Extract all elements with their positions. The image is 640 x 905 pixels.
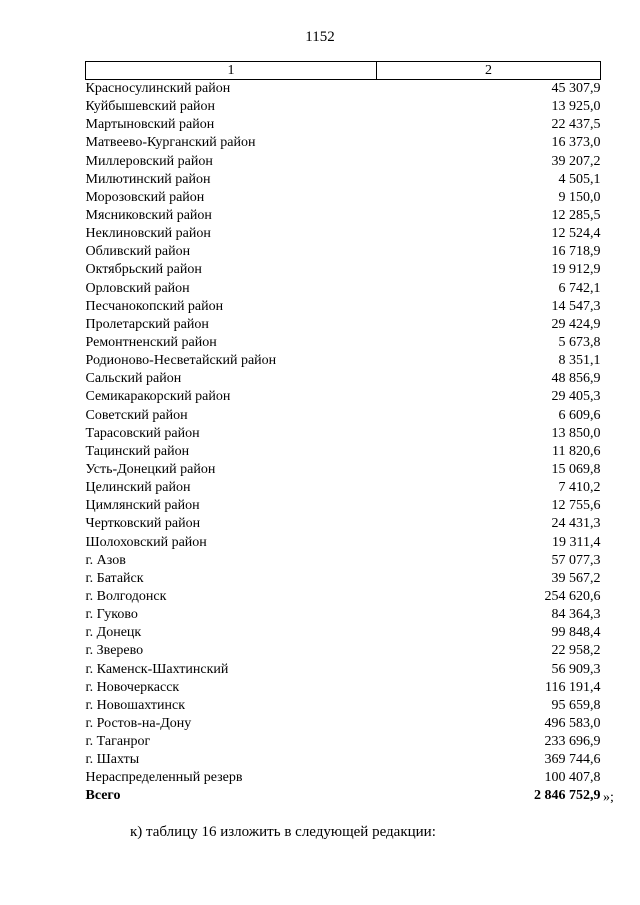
amount-value: 22 958,2 xyxy=(551,643,601,659)
territory-name: Миллеровский район xyxy=(85,153,213,169)
amount-value: 29 405,3 xyxy=(551,389,601,405)
total-label: Всего xyxy=(85,788,121,804)
territory-name: Куйбышевский район xyxy=(85,99,216,115)
territory-name: Нераспределенный резерв xyxy=(85,770,243,786)
territory-name: г. Каменск-Шахтинский xyxy=(85,661,229,677)
table-row xyxy=(86,552,601,570)
table-row xyxy=(86,606,601,624)
territory-name: Мясниковский район xyxy=(85,207,212,223)
amount-value: 7 410,2 xyxy=(558,480,601,496)
territory-name: Чертковский район xyxy=(85,516,201,532)
table-row xyxy=(86,243,601,261)
territory-name: Красносулинский район xyxy=(85,81,231,96)
territory-name: Семикаракорский район xyxy=(85,389,231,405)
table-row xyxy=(86,642,601,660)
amount-value: 369 744,6 xyxy=(544,752,601,768)
amount-value: 95 659,8 xyxy=(551,697,601,713)
table-row xyxy=(86,461,601,479)
amount-value: 5 673,8 xyxy=(558,334,601,350)
territory-name: Пролетарский район xyxy=(85,316,209,332)
table-row xyxy=(86,624,601,642)
amount-value: 57 077,3 xyxy=(551,552,601,568)
table-row xyxy=(86,298,601,316)
amount-value: 29 424,9 xyxy=(551,316,601,332)
amount-value: 496 583,0 xyxy=(544,715,601,731)
territory-name: г. Азов xyxy=(85,552,126,568)
amount-value: 4 505,1 xyxy=(558,171,601,187)
territory-name: Неклиновский район xyxy=(85,226,211,242)
table-row xyxy=(86,261,601,279)
territory-name: г. Волгодонск xyxy=(85,588,167,604)
territory-name: Тарасовский район xyxy=(85,425,200,441)
territory-name: Обливский район xyxy=(85,244,191,260)
amount-value: 16 718,9 xyxy=(551,244,601,260)
territory-name: г. Новошахтинск xyxy=(85,697,186,713)
amount-value: 100 407,8 xyxy=(544,770,601,786)
table-row xyxy=(86,497,601,515)
amount-value: 11 820,6 xyxy=(552,443,601,459)
table-row xyxy=(86,225,601,243)
amount-value: 84 364,3 xyxy=(551,607,601,623)
amount-value: 56 909,3 xyxy=(551,661,601,677)
amount-value: 12 285,5 xyxy=(551,207,601,223)
territory-name: Орловский район xyxy=(85,280,190,296)
territory-name: Милютинский район xyxy=(85,171,211,187)
amount-value: 12 524,4 xyxy=(551,226,601,242)
territory-name: Сальский район xyxy=(85,371,182,387)
amount-value: 6 742,1 xyxy=(558,280,601,296)
table-row xyxy=(86,134,601,152)
table-row xyxy=(86,171,601,189)
table-row xyxy=(86,280,601,298)
amount-value: 19 311,4 xyxy=(552,534,601,550)
table-row xyxy=(86,443,601,461)
instruction-paragraph: к) таблицу 16 изложить в следующей редакции: xyxy=(130,824,436,840)
total-closing-quote: »; xyxy=(603,790,614,805)
territory-name: г. Ростов-на-Дону xyxy=(85,715,192,731)
amount-value: 254 620,6 xyxy=(544,588,601,604)
amount-value: 19 912,9 xyxy=(551,262,601,278)
amount-value: 233 696,9 xyxy=(544,734,601,750)
territory-name: Матвеево-Курганский район xyxy=(85,135,256,151)
territory-name: Песчанокопский район xyxy=(85,298,224,314)
table-row xyxy=(86,715,601,733)
table-row xyxy=(86,407,601,425)
table-row xyxy=(86,352,601,370)
table-header-row xyxy=(86,62,601,80)
table-row xyxy=(86,751,601,769)
territory-name: г. Шахты xyxy=(85,752,140,768)
territory-name: Цимлянский район xyxy=(85,498,200,514)
amount-value: 12 755,6 xyxy=(551,498,601,514)
table-row xyxy=(86,425,601,443)
territory-name: Советский район xyxy=(85,407,188,423)
page-number: 1152 xyxy=(305,29,335,45)
amount-value: 24 431,3 xyxy=(551,516,601,532)
territory-name: г. Батайск xyxy=(85,570,144,586)
amount-value: 16 373,0 xyxy=(551,135,601,151)
territory-name: Родионово-Несветайский район xyxy=(85,353,277,369)
table-row xyxy=(86,370,601,388)
amount-value: 8 351,1 xyxy=(558,353,601,369)
amount-value: 39 567,2 xyxy=(551,570,601,586)
amount-value: 15 069,8 xyxy=(551,461,601,477)
territory-name: Целинский район xyxy=(85,480,191,496)
table-row xyxy=(86,334,601,352)
total-row xyxy=(86,787,601,805)
amount-value: 13 925,0 xyxy=(551,99,601,115)
territory-name: г. Донецк xyxy=(85,625,142,641)
territory-name: Шолоховский район xyxy=(85,534,207,550)
amount-value: 99 848,4 xyxy=(551,625,601,641)
territory-name: г. Таганрог xyxy=(85,734,151,750)
table-row xyxy=(86,661,601,679)
territory-name: г. Гуково xyxy=(85,607,138,623)
table-row xyxy=(86,189,601,207)
amount-value: 116 191,4 xyxy=(545,679,601,695)
distribution-table xyxy=(85,61,601,806)
table-row xyxy=(86,697,601,715)
table-row xyxy=(86,570,601,588)
territory-name: г. Зверево xyxy=(85,643,144,659)
column-header-1: 1 xyxy=(86,62,377,80)
table-row xyxy=(86,588,601,606)
amount-value: 48 856,9 xyxy=(551,371,601,387)
table-row xyxy=(86,534,601,552)
table-row xyxy=(86,388,601,406)
territory-name: Мартыновский район xyxy=(85,117,215,133)
territory-name: Тацинский район xyxy=(85,443,190,459)
amount-value: 9 150,0 xyxy=(558,189,601,205)
table-row xyxy=(86,153,601,171)
territory-name: Ремонтненский район xyxy=(85,334,217,350)
territory-name: Октябрьский район xyxy=(85,262,202,278)
table-row xyxy=(86,515,601,533)
table-row xyxy=(86,116,601,134)
amount-value: 22 437,5 xyxy=(551,117,601,133)
table-row xyxy=(86,316,601,334)
table-row xyxy=(86,207,601,225)
territory-name: Усть-Донецкий район xyxy=(85,461,216,477)
column-header-2: 2 xyxy=(377,62,601,80)
territory-name: Морозовский район xyxy=(85,189,205,205)
table-row xyxy=(86,679,601,697)
table-row xyxy=(86,733,601,751)
amount-value: 6 609,6 xyxy=(558,407,601,423)
table-row xyxy=(86,98,601,116)
table-row xyxy=(86,479,601,497)
table-row xyxy=(86,80,601,99)
territory-name: г. Новочеркасск xyxy=(85,679,180,695)
total-value: 2 846 752,9 xyxy=(534,788,601,804)
amount-value: 14 547,3 xyxy=(551,298,601,314)
table-row xyxy=(86,769,601,787)
amount-value: 13 850,0 xyxy=(551,425,601,441)
amount-value: 39 207,2 xyxy=(551,153,601,169)
amount-value: 45 307,9 xyxy=(551,81,601,96)
